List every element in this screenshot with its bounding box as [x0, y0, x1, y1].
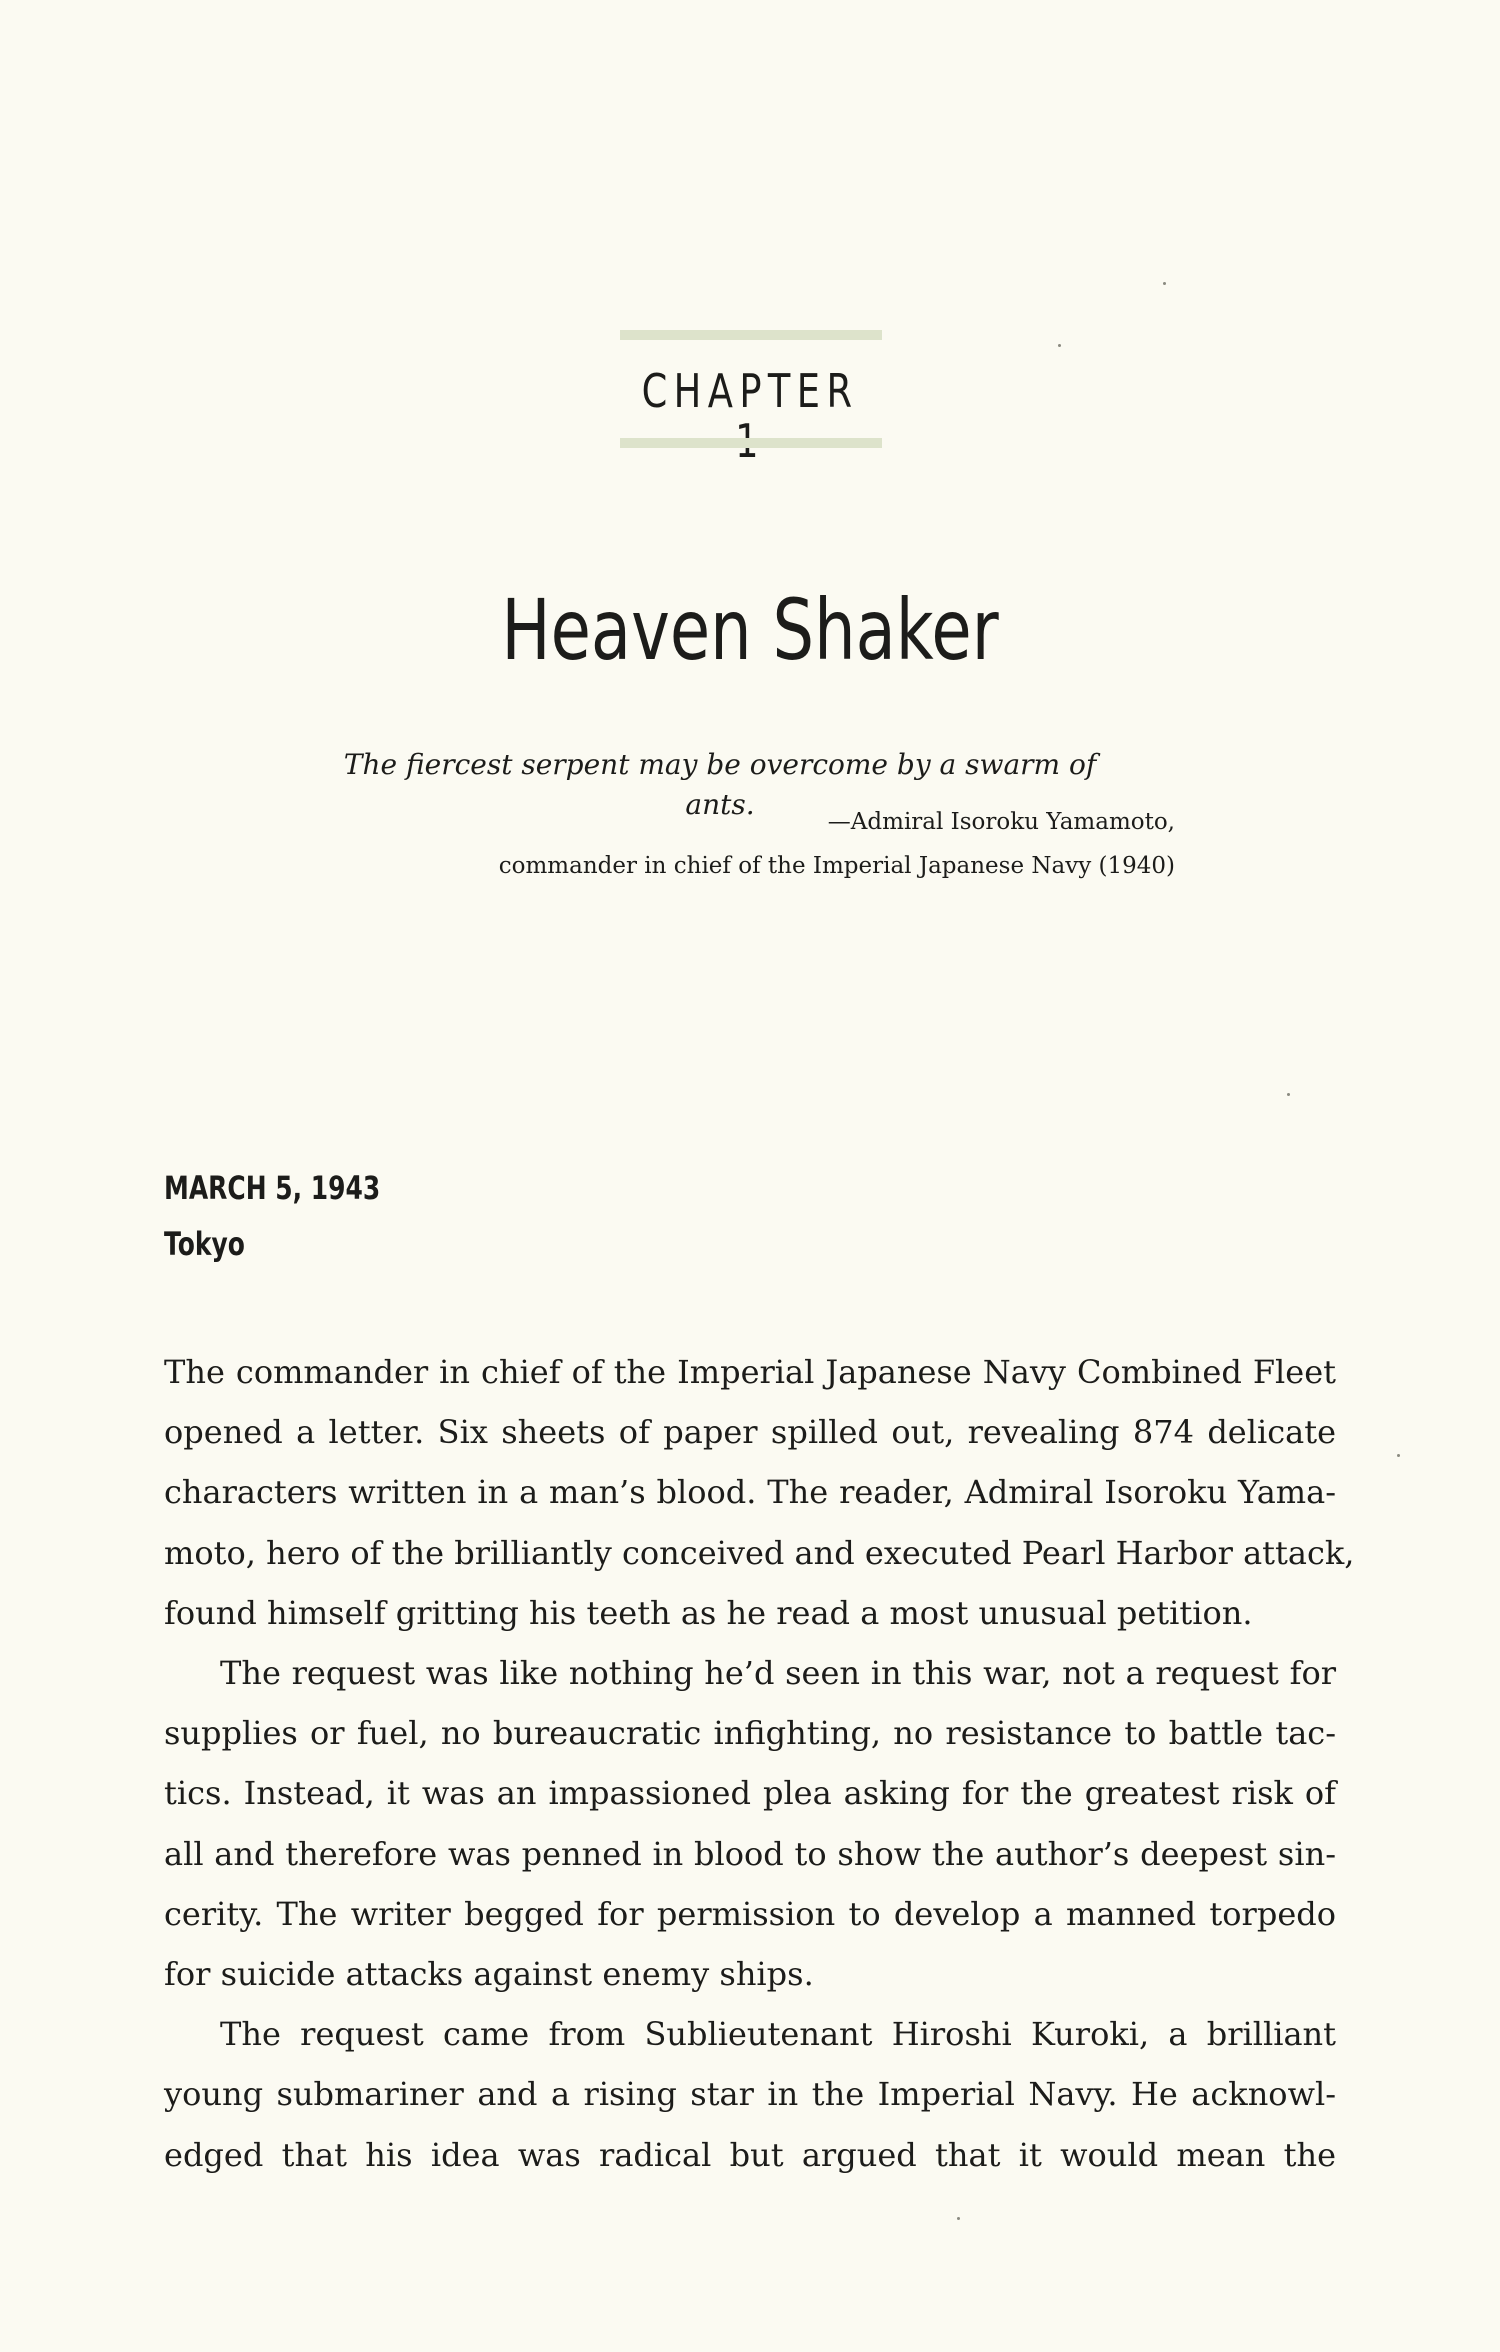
- body-line: The request came from Sublieutenant Hiroshi Kuroki, a brilliant: [220, 2015, 1336, 2054]
- body-line: edged that his idea was radical but argued that it would mean the: [164, 2135, 1336, 2174]
- chapter-label: CHAPTER: [641, 364, 859, 418]
- dateline: [164, 1160, 380, 1272]
- paper-speck: [1163, 282, 1166, 285]
- attribution-role: commander in chief of the Imperial Japanese Navy (1940): [498, 853, 1175, 879]
- body-line: young submariner and a rising star in the Imperial Navy. He acknowl-: [164, 2075, 1336, 2114]
- body-line: moto, hero of the brilliantly conceived and executed Pearl Harbor attack,: [164, 1533, 1355, 1572]
- body-line: all and therefore was penned in blood to show the author’s deepest sin-: [164, 1834, 1336, 1873]
- paper-speck: [1287, 1093, 1290, 1096]
- body-line: found himself gritting his teeth as he read a most unusual petition.: [164, 1593, 1253, 1632]
- paper-speck: [957, 2217, 960, 2220]
- body-line: tics. Instead, it was an impassioned plea asking for the greatest risk of: [164, 1774, 1336, 1813]
- body-line: opened a letter. Six sheets of paper spilled out, revealing 874 delicate: [164, 1413, 1336, 1452]
- paragraph-3: [164, 2004, 1336, 2185]
- paper-speck: [1058, 344, 1061, 347]
- chapter-title: Heaven Shaker: [501, 581, 999, 679]
- body-line: characters written in a man’s blood. The reader, Admiral Isoroku Yama-: [164, 1473, 1336, 1512]
- body-line: cerity. The writer begged for permission to develop a manned torpedo: [164, 1894, 1336, 1933]
- chapter-rule-top: [620, 330, 882, 340]
- epigraph-quote: The fiercest serpent may be overcome by a swarm of ants.: [343, 748, 1097, 821]
- chapter-rule-bottom: [620, 438, 882, 448]
- paper-speck: [1397, 1454, 1400, 1457]
- body-line: for suicide attacks against enemy ships.: [164, 1955, 814, 1994]
- dateline-date: MARCH 5, 1943: [164, 1169, 381, 1207]
- body-line: The request was like nothing he’d seen in this war, not a request for: [220, 1654, 1336, 1693]
- chapter-heading: [600, 330, 900, 450]
- body-line: The commander in chief of the Imperial Japanese Navy Combined Fleet: [164, 1353, 1336, 1391]
- body-text: [164, 1342, 1355, 2185]
- body-line: supplies or fuel, no bureaucratic infighting, no resistance to battle tac-: [164, 1714, 1336, 1753]
- paragraph-1: [164, 1342, 1355, 1643]
- epigraph-attribution: [375, 800, 1175, 888]
- paragraph-2: [164, 1643, 1336, 2004]
- attribution-name: —Admiral Isoroku Yamamoto,: [827, 809, 1175, 835]
- dateline-place: Tokyo: [164, 1225, 245, 1263]
